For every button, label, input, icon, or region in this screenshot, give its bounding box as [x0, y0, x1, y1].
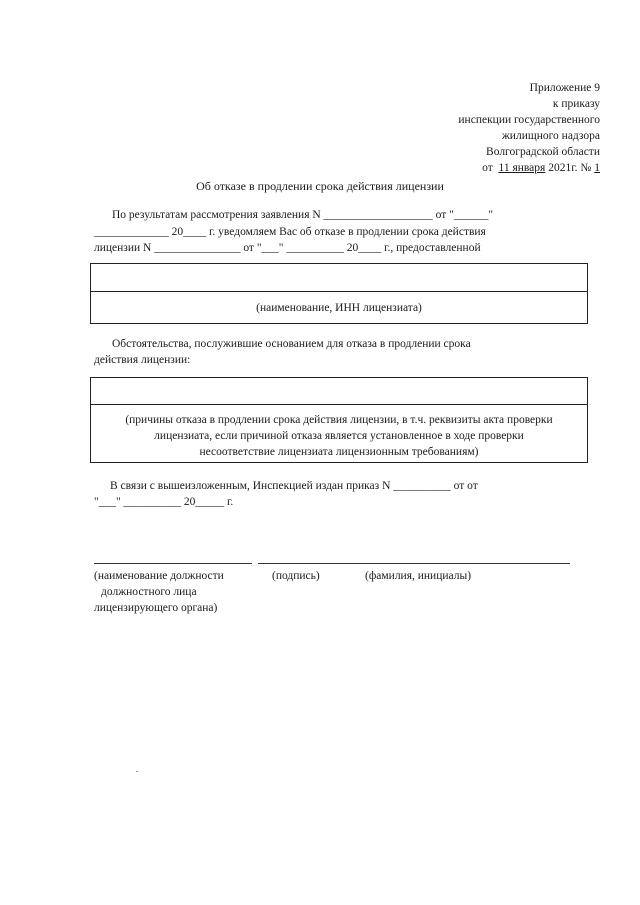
order-line-1: В связи с вышеизложенным, Инспекцией издан приказ N __________ от от — [110, 480, 478, 492]
position-label-line-3: лицензирующего органа) — [94, 602, 218, 614]
appendix-number: 1 — [594, 162, 600, 174]
reasons-caption-line-2: лицензиата, если причиной отказа является установленное в ходе проверки — [154, 430, 524, 442]
position-label-line-2: должностного лица — [101, 586, 197, 598]
appendix-date-year: 2021г. № — [548, 162, 592, 174]
appendix-header — [458, 80, 600, 176]
reasons-box — [90, 377, 588, 463]
appendix-line-4: жилищного надзора — [501, 130, 600, 142]
appendix-date-prefix: от — [482, 162, 493, 174]
sign-name-signature-line — [258, 563, 570, 564]
intro-line-2: _____________ 20____ г. уведомляем Вас об отказе в продлении срока действия — [94, 226, 486, 238]
scan-speck — [136, 771, 138, 772]
circumstances-line-1: Обстоятельства, послужившие основанием для отказа в продлении срока — [112, 338, 471, 350]
position-signature-line — [94, 563, 252, 564]
document-title: Об отказе в продлении срока действия лицензии — [196, 179, 444, 193]
sign-label: (подпись) — [272, 570, 320, 582]
circumstances-line-2: действия лицензии: — [94, 354, 191, 366]
reasons-box-divider — [91, 404, 587, 405]
appendix-line-5: Волгоградской области — [486, 146, 600, 158]
name-label: (фамилия, инициалы) — [365, 570, 472, 582]
licensee-box-divider — [91, 291, 587, 292]
appendix-date-line — [458, 160, 600, 176]
licensee-caption: (наименование, ИНН лицензиата) — [256, 302, 422, 314]
reasons-caption-line-3: несоответствие лицензиата лицензионным требованиям) — [199, 446, 479, 458]
appendix-line-2: к приказу — [552, 98, 600, 110]
appendix-date-value: 11 января — [498, 162, 546, 174]
licensee-box — [90, 263, 588, 324]
intro-line-1: По результатам рассмотрения заявления N ___________________ от "______" — [112, 209, 494, 221]
appendix-line-3: инспекции государственного — [458, 114, 600, 126]
appendix-line-1: Приложение 9 — [529, 82, 600, 94]
position-label-line-1: (наименование должности — [94, 570, 224, 582]
intro-line-3: лицензии N _______________ от "___" __________ 20____ г., предоставленной — [94, 242, 481, 254]
reasons-caption-line-1: (причины отказа в продлении срока действия лицензии, в т.ч. реквизиты акта проверки — [125, 414, 553, 426]
order-line-2: "___" __________ 20_____ г. — [94, 496, 234, 508]
